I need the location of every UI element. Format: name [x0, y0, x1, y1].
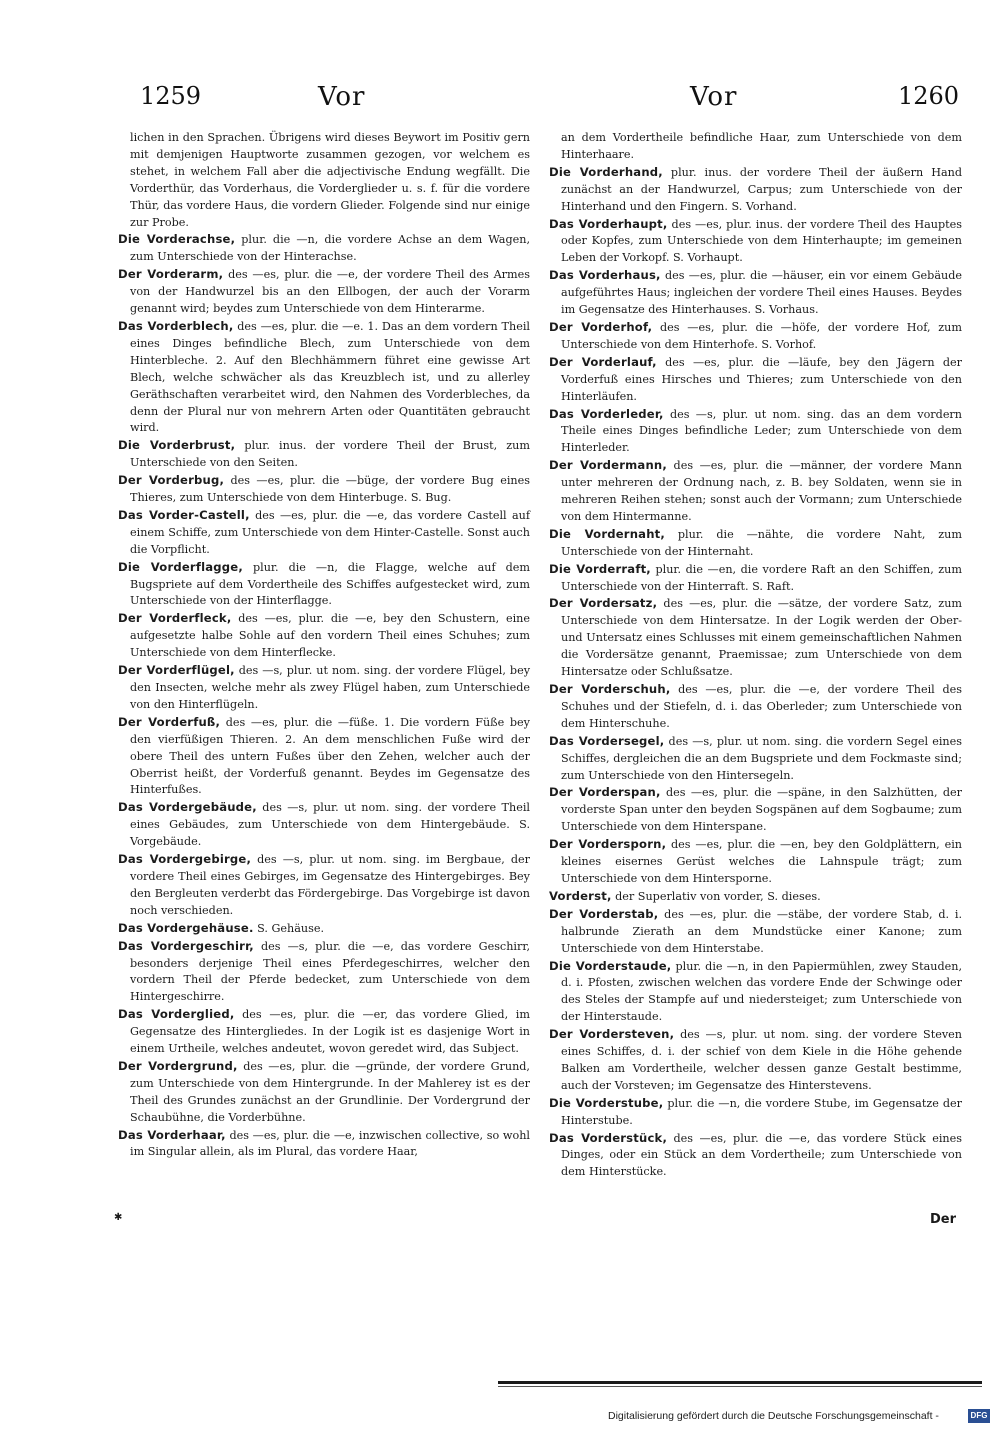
dictionary-entry: [549, 1095, 962, 1130]
entry-lemma: Die Vorderstube,: [549, 1095, 664, 1110]
entry-lemma: Das Vorder-Castell,: [118, 507, 250, 522]
dictionary-entry: [549, 784, 962, 836]
entry-text: des —s, plur. die —e, das vordere Geschirr, besonders derjenige Theil eines Pferdegeschirres, welcher den vordern Theil der Pferde bedecket, zum Unterschiede von dem Hintergeschirre.: [130, 939, 530, 1004]
entry-lemma: Das Vordergeschirr,: [118, 938, 254, 953]
entry-text: des —s, plur. ut nom. sing. der vordere Steven eines Schiffes, d. i. der schief von dem Kiele in die Höhe gehende Balken am Vordertheile, welcher dessen ganze Gestalt bestimme, auch der Vorsteven; im Gegensatze des Hinterstevens.: [561, 1028, 962, 1092]
entry-lemma: Vorderst,: [549, 888, 612, 903]
entry-lemma: Das Vorderstück,: [549, 1130, 668, 1145]
dictionary-entry: [118, 472, 530, 507]
entry-text: plur. die —n, die vordere Stube, im Gegensatze der Hinterstube.: [561, 1096, 962, 1127]
entry-lemma: Der Vorderarm,: [118, 267, 224, 282]
entry-lemma: Die Vorderstaude,: [549, 958, 672, 973]
entry-lemma: Das Vorderhaus,: [549, 268, 661, 283]
entry-text: des —s, plur. ut nom. sing. das an dem vordern Theile eines Dinges befindliche Leder; zum Unterschiede von dem Hinterleder.: [561, 407, 962, 455]
entry-lemma: Das Vordergebäude,: [118, 800, 257, 815]
entry-text: des —s, plur. ut nom. sing. im Bergbaue, der vordere Theil eines Gebirges, im Gegensatze des Hintergebirges. Bey den Bergleuten verderbt das Fördergebirge. Das Vorgebirge ist davon noch verschieden.: [130, 853, 530, 917]
entry-text: plur. die —n, die Flagge, welche auf dem Bugspriete auf dem Vordertheile des Schiffes aufgestecket wird, zum Unterschiede von der Hinterflagge.: [130, 560, 530, 608]
dictionary-entry: [549, 267, 962, 319]
entry-lemma: Die Vorderbrust,: [118, 438, 236, 453]
running-head-left: Vor: [318, 82, 366, 112]
entry-lemma: Das Vorderglied,: [118, 1007, 235, 1022]
entry-text: des —es, plur. die —füße. 1. Die vordern Füße bey den vierfüßigen Thieren. 2. An dem menschlichen Fuße wird der obere Theil des untern Fußes über den Zehen, welcher auch der Oberrist heißt, der Vorderfuß genannt. Beydes im Gegensatze des Hinterfußes.: [130, 715, 531, 797]
entry-text: des —es, plur. die —läufe, bey den Jägern der Vorderfuß eines Hirsches und Thieres; zum Unterschiede von den Hinterläufen.: [561, 355, 962, 403]
dictionary-entry: [118, 1006, 530, 1058]
dictionary-entry: [118, 559, 530, 611]
dictionary-entry: [118, 851, 530, 920]
dictionary-entry: [549, 1026, 962, 1095]
entry-lemma: Der Vorderflügel,: [118, 663, 235, 678]
entry-text: des —es, plur. die —stäbe, der vordere Stab, d. i. halbrunde Zierath an dem Mundstücke einer Kanone; zum Unterschiede von dem Hinterstabe.: [561, 907, 962, 955]
dictionary-entry: [118, 799, 530, 851]
entry-text: an dem Vordertheile befindliche Haar, zum Unterschiede von dem Hinterhaare.: [561, 131, 962, 161]
entry-lemma: Der Vorderhof,: [549, 319, 653, 334]
entry-lemma: Die Vordernaht,: [549, 526, 665, 541]
entry-text: plur. die —nähte, die vordere Naht, zum Unterschiede von der Hinternaht.: [561, 527, 962, 558]
dictionary-entry: [549, 216, 962, 268]
entry-lemma: Der Vordersteven,: [549, 1027, 675, 1042]
dictionary-entry: [118, 437, 530, 472]
dictionary-entry: [118, 318, 530, 437]
entry-lemma: Das Vorderhaar,: [118, 1127, 226, 1142]
footer-rule: [498, 1381, 982, 1384]
entry-lemma: Der Vorderschuh,: [549, 682, 671, 696]
entry-text: des —es, plur. die —sätze, der vordere Satz, zum Unterschiede von dem Hintersatze. In der Logik werden der Ober- und Untersatz eines Schlusses mit einem gemeinschaftlichen Nahmen die Vordersätze genannt, Praemissae; zum Unterschiede von dem Hintersatze oder Schlußsatze.: [561, 597, 963, 679]
entry-text: lichen in den Sprachen. Übrigens wird dieses Beywort im Positiv gern mit demjenigen Hauptworte zusammen gezogen, vor welchem es stehet, in welchem Fall aber die adjectivische Endung wegfällt. Die Vorderthür, das Vorderhaus, die Vorderglieder u. s. f. für die vordere Thür, das vordere Haus, die vordern Glieder. Folgende sind nur einige zur Probe.: [130, 131, 530, 229]
dictionary-entry: [118, 714, 530, 800]
entry-lemma: Die Vorderflagge,: [118, 559, 243, 574]
dictionary-entry: [118, 610, 530, 662]
entry-text: des —es, plur. die —e, das vordere Stück eines Dinges, oder ein Stück an dem Vordertheile; zum Unterschiede von dem Hinterstücke.: [561, 1131, 962, 1179]
entry-lemma: Das Vordergebirge,: [118, 852, 252, 867]
dictionary-entry: [549, 354, 962, 406]
entry-lemma: Der Vordergrund,: [118, 1058, 238, 1073]
entry-lemma: Die Vorderachse,: [118, 232, 236, 247]
entry-lemma: Der Vorderspan,: [549, 785, 661, 800]
dictionary-entry: [549, 836, 962, 888]
right-column: [549, 130, 962, 1181]
dictionary-entry: [549, 906, 962, 958]
dictionary-entry: [549, 958, 962, 1027]
entry-lemma: Das Vorderleder,: [549, 406, 664, 421]
entry-lemma: Der Vordermann,: [549, 458, 667, 473]
dictionary-entry: [118, 266, 530, 318]
page-number-left: 1259: [140, 82, 202, 110]
dictionary-entry: [549, 681, 962, 733]
entry-text: des —es, plur. inus. der vordere Theil des Hauptes oder Kopfes, zum Unterschiede von dem Hinterhaupte; im gemeinen Leben der Vorkopf. S. Vorhaupt.: [561, 217, 963, 265]
entry-text: des —es, plur. die —e, das vordere Castell auf einem Schiffe, zum Unterschiede von dem Hinter-Castelle. Sonst auch die Vorpflicht.: [130, 508, 530, 556]
entry-lemma: Das Vorderblech,: [118, 318, 234, 333]
dictionary-entry: [118, 130, 530, 231]
entry-text: S. Gehäuse.: [257, 921, 325, 935]
entry-text: des —es, plur. die —er, das vordere Glied, im Gegensatze des Hintergliedes. In der Logik ist es dasjenige Wort in einem Urtheile, welches andeutet, wovon geredet wird, das Subject.: [130, 1008, 530, 1056]
entry-text: des —es, plur. die —e, der vordere Theil des Armes von der Handwurzel bis an den Ellbogen, der auch der Vorarm genannt wird; beydes zum Unterschiede von dem Hinterarme.: [130, 268, 531, 316]
entry-text: plur. inus. der vordere Theil der Brust, zum Unterschiede von den Seiten.: [130, 439, 530, 470]
dictionary-entry: [118, 938, 530, 1007]
dictionary-entry: [549, 130, 962, 164]
dictionary-entry: [118, 1127, 530, 1162]
entry-lemma: Das Vorderhaupt,: [549, 216, 668, 231]
entry-text: des —es, plur. die —gründe, der vordere Grund, zum Unterschiede von dem Hintergrunde. In der Mahlerey ist es der Theil des Grundes zunächst an der Grundlinie. Der Vordergrund der Schaubühne, die Vorderbühne.: [130, 1059, 530, 1124]
dictionary-entry: [549, 733, 962, 785]
entry-lemma: Der Vorderlauf,: [549, 354, 657, 369]
dictionary-entry: [549, 595, 962, 681]
entry-lemma: Das Vordergehäuse.: [118, 920, 254, 935]
entry-lemma: Der Vorderfuß,: [118, 714, 221, 729]
dictionary-entry: [118, 231, 530, 266]
entry-text: plur. die —en, die vordere Raft an den Schiffen, zum Unterschiede von der Hinterraft. S. Raft.: [561, 562, 962, 593]
entry-text: des —es, plur. die —späne, in den Salzhütten, der vorderste Span unter den beyden Sogspänen auf dem Sogbaume; zum Unterschiede von dem Hinterspane.: [561, 786, 963, 834]
entry-text: plur. inus. der vordere Theil der äußern Hand zunächst an der Handwurzel, Carpus; zum Unterschiede von der Hinterhand und den Fingern. S. Vorhand.: [561, 165, 963, 213]
entry-text: des —es, plur. die —höfe, der vordere Hof, zum Unterschiede von dem Hinterhofe. S. Vorhof.: [561, 320, 962, 351]
dictionary-entry: [118, 920, 530, 938]
dictionary-entry: [549, 526, 962, 561]
asterisk-mark: ✱: [114, 1212, 123, 1223]
left-column: [118, 130, 530, 1161]
entry-lemma: Der Vorderbug,: [118, 473, 225, 488]
footer-text: Digitalisierung gefördert durch die Deutsche Forschungsgemeinschaft -: [608, 1410, 939, 1422]
footer-rule-thin: [498, 1386, 982, 1387]
entry-text: des —es, plur. die —e, bey den Schustern, eine aufgesetzte halbe Sohle auf den vordern Theil eines Schuhes; zum Unterschiede von dem Hinterflecke.: [130, 612, 530, 660]
dictionary-entry: [549, 406, 962, 458]
running-head-right: Vor: [690, 82, 738, 112]
entry-text: des —es, plur. die —büge, der vordere Bug eines Thieres, zum Unterschiede von dem Hinterbuge. S. Bug.: [130, 474, 530, 505]
entry-text: des —es, plur. die —e. 1. Das an dem vordern Theil eines Dinges befindliche Blech, zum Unterschiede von dem Hinterbleche. 2. Auf den Blechhämmern führet eine gewisse Art Blech, welche schwächer als das Kreuzblech ist, und zu allerley Geräthschaften verarbeitet wird, den Nahmen des Vorderbleches, da denn der Plural nur von mehrern Arten oder Quantitäten gebraucht wird.: [130, 319, 530, 435]
entry-text: der Superlativ von vorder, S. dieses.: [615, 889, 821, 903]
entry-text: des —es, plur. die —männer, der vordere Mann unter mehreren der Ordnung nach, z. B. bey Soldaten, wenn sie in mehreren Reihen stehen; sonst auch der Vormann; zum Unterschiede von dem Hintermanne.: [561, 459, 962, 523]
entry-text: des —es, plur. die —e, inzwischen collective, so wohl im Singular allein, als im Plural, das vordere Haar,: [130, 1128, 531, 1159]
entry-lemma: Das Vordersegel,: [549, 733, 665, 748]
entry-text: des —s, plur. ut nom. sing. der vordere Flügel, bey den Insecten, welche mehr als zwey Flügel haben, zum Unterschiede von den Hinterflügeln.: [130, 664, 531, 711]
entry-text: plur. die —n, in den Papiermühlen, zwey Stauden, d. i. Pfosten, zwischen welchen das vordere Ende der Schwinge oder des Steles der Stampfe auf und niedersteiget; zum Unterschiede von der Hinterstaude.: [561, 959, 963, 1024]
entry-lemma: Die Vorderraft,: [549, 561, 651, 576]
dictionary-entry: [549, 561, 962, 596]
entry-lemma: Der Vordersatz,: [549, 596, 658, 611]
dictionary-entry: [549, 888, 962, 906]
dictionary-entry: [549, 1130, 962, 1182]
entry-lemma: Der Vorderstab,: [549, 906, 659, 921]
dictionary-entry: [549, 457, 962, 526]
dictionary-entry: [549, 319, 962, 354]
dictionary-entry: [118, 1058, 530, 1127]
dictionary-entry: [549, 164, 962, 216]
entry-text: des —es, plur. die —e, der vordere Theil des Schuhes und der Stiefeln, d. i. das Oberleder; zum Unterschiede von dem Hinterschuhe.: [561, 683, 962, 730]
entry-text: des —es, plur. die —en, bey den Goldplättern, ein kleines eisernes Gerüst welches die Lahnspule trägt; zum Unterschiede von dem Hintersporne.: [561, 838, 962, 885]
entry-lemma: Die Vorderhand,: [549, 164, 663, 179]
entry-text: des —s, plur. ut nom. sing. der vordere Theil eines Gebäudes, zum Unterschiede von dem Hintergebäude. S. Vorgebäude.: [130, 801, 530, 849]
dfg-logo: DFG: [968, 1409, 990, 1423]
entry-lemma: Der Vordersporn,: [549, 837, 667, 852]
catchword: Der: [929, 1212, 956, 1227]
entry-text: des —s, plur. ut nom. sing. die vordern Segel eines Schiffes, dergleichen die an dem Bugspriete und dem Fockmaste sind; zum Unterschiede von den Hintersegeln.: [561, 734, 962, 782]
entry-text: des —es, plur. die —häuser, ein vor einem Gebäude aufgeführtes Haus; ingleichen der vordere Theil eines Hauses. Beydes im Gegensatze des Hinterhauses. S. Vorhaus.: [561, 269, 962, 317]
entry-lemma: Der Vorderfleck,: [118, 611, 232, 626]
page-number-right: 1260: [898, 82, 960, 110]
entry-text: plur. die —n, die vordere Achse an dem Wagen, zum Unterschiede von der Hinterachse.: [130, 233, 530, 264]
dictionary-entry: [118, 662, 530, 714]
dictionary-entry: [118, 507, 530, 559]
